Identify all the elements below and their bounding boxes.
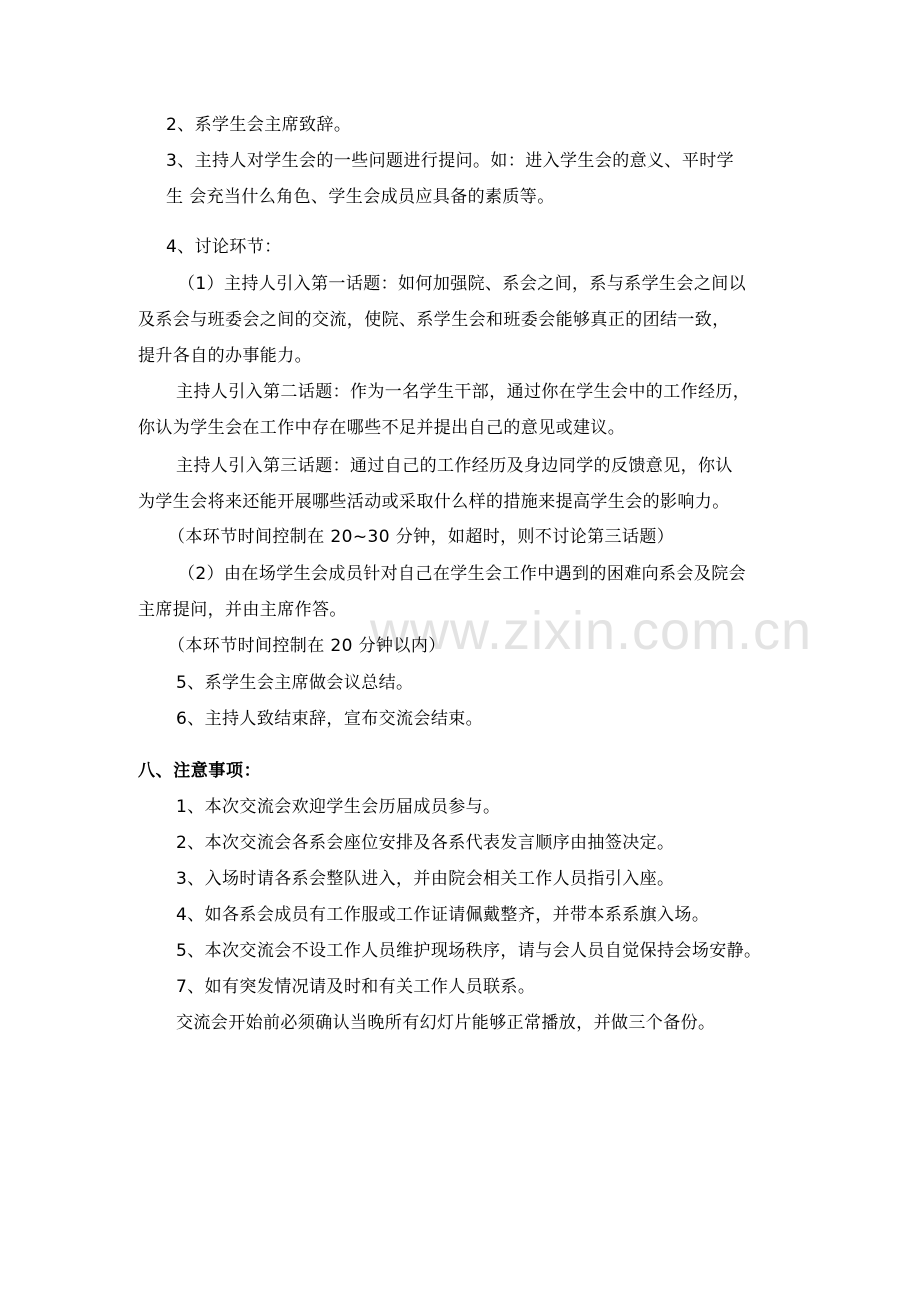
watermark: www.zixin.com.cn [370, 601, 813, 661]
topic-4-line-1: （2）由在场学生会成员针对自己在学生会工作中遇到的困难向系会及院会 [178, 564, 747, 584]
topic-4-line-2: 主席提问，并由主席作答。 [138, 600, 347, 620]
notice-item: 1、本次交流会欢迎学生会历届成员参与。 [176, 797, 501, 817]
time-note-2: （本环节时间控制在 20 分钟以内） [168, 636, 446, 656]
topic-2-line-1: 主持人引入第二话题：作为一名学生干部，通过你在学生会中的工作经历， [176, 382, 751, 402]
topic-1-line-3: 提升各自的办事能力。 [138, 346, 312, 366]
closing-note: 交流会开始前必须确认当晚所有幻灯片能够正常播放，并做三个备份。 [176, 1013, 716, 1033]
time-note-1: （本环节时间控制在 20~30 分钟，如超时，则不讨论第三话题） [168, 527, 675, 547]
notice-item: 2、本次交流会各系会座位安排及各系代表发言顺序由抽签决定。 [176, 833, 675, 853]
section-8-title: 八、注意事项： [138, 761, 262, 781]
notice-item: 4、如各系会成员有工作服或工作证请佩戴整齐，并带本系系旗入场。 [176, 905, 710, 925]
topic-1-line-2: 及系会与班委会之间的交流，使院、系学生会和班委会能够真正的团结一致， [138, 310, 730, 330]
agenda-item-6: 6、主持人致结束辞，宣布交流会结束。 [176, 709, 484, 729]
agenda-item-2: 2、系学生会主席致辞。 [166, 115, 352, 135]
topic-3-line-2: 为学生会将来还能开展哪些活动或采取什么样的措施来提高学生会的影响力。 [138, 492, 730, 512]
topic-2-line-2: 你认为学生会在工作中存在哪些不足并提出自己的意见或建议。 [138, 418, 626, 438]
topic-3-line-1: 主持人引入第三话题：通过自己的工作经历及身边同学的反馈意见，你认 [176, 456, 733, 476]
topic-1-line-1: （1）主持人引入第一话题：如何加强院、系会之间，系与系学生会之间以 [178, 274, 747, 294]
agenda-item-5: 5、系学生会主席做会议总结。 [176, 673, 414, 693]
agenda-item-3-line-2: 生 会充当什么角色、学生会成员应具备的素质等。 [166, 187, 555, 207]
agenda-item-3-line-1: 3、主持人对学生会的一些问题进行提问。如：进入学生会的意义、平时学 [166, 151, 735, 171]
notice-item: 7、如有突发情况请及时和有关工作人员联系。 [176, 977, 536, 997]
notice-item: 3、入场时请各系会整队进入，并由院会相关工作人员指引入座。 [176, 869, 675, 889]
notice-item: 5、本次交流会不设工作人员维护现场秩序，请与会人员自觉保持会场安静。 [176, 941, 762, 961]
agenda-item-4: 4、讨论环节： [166, 237, 282, 257]
